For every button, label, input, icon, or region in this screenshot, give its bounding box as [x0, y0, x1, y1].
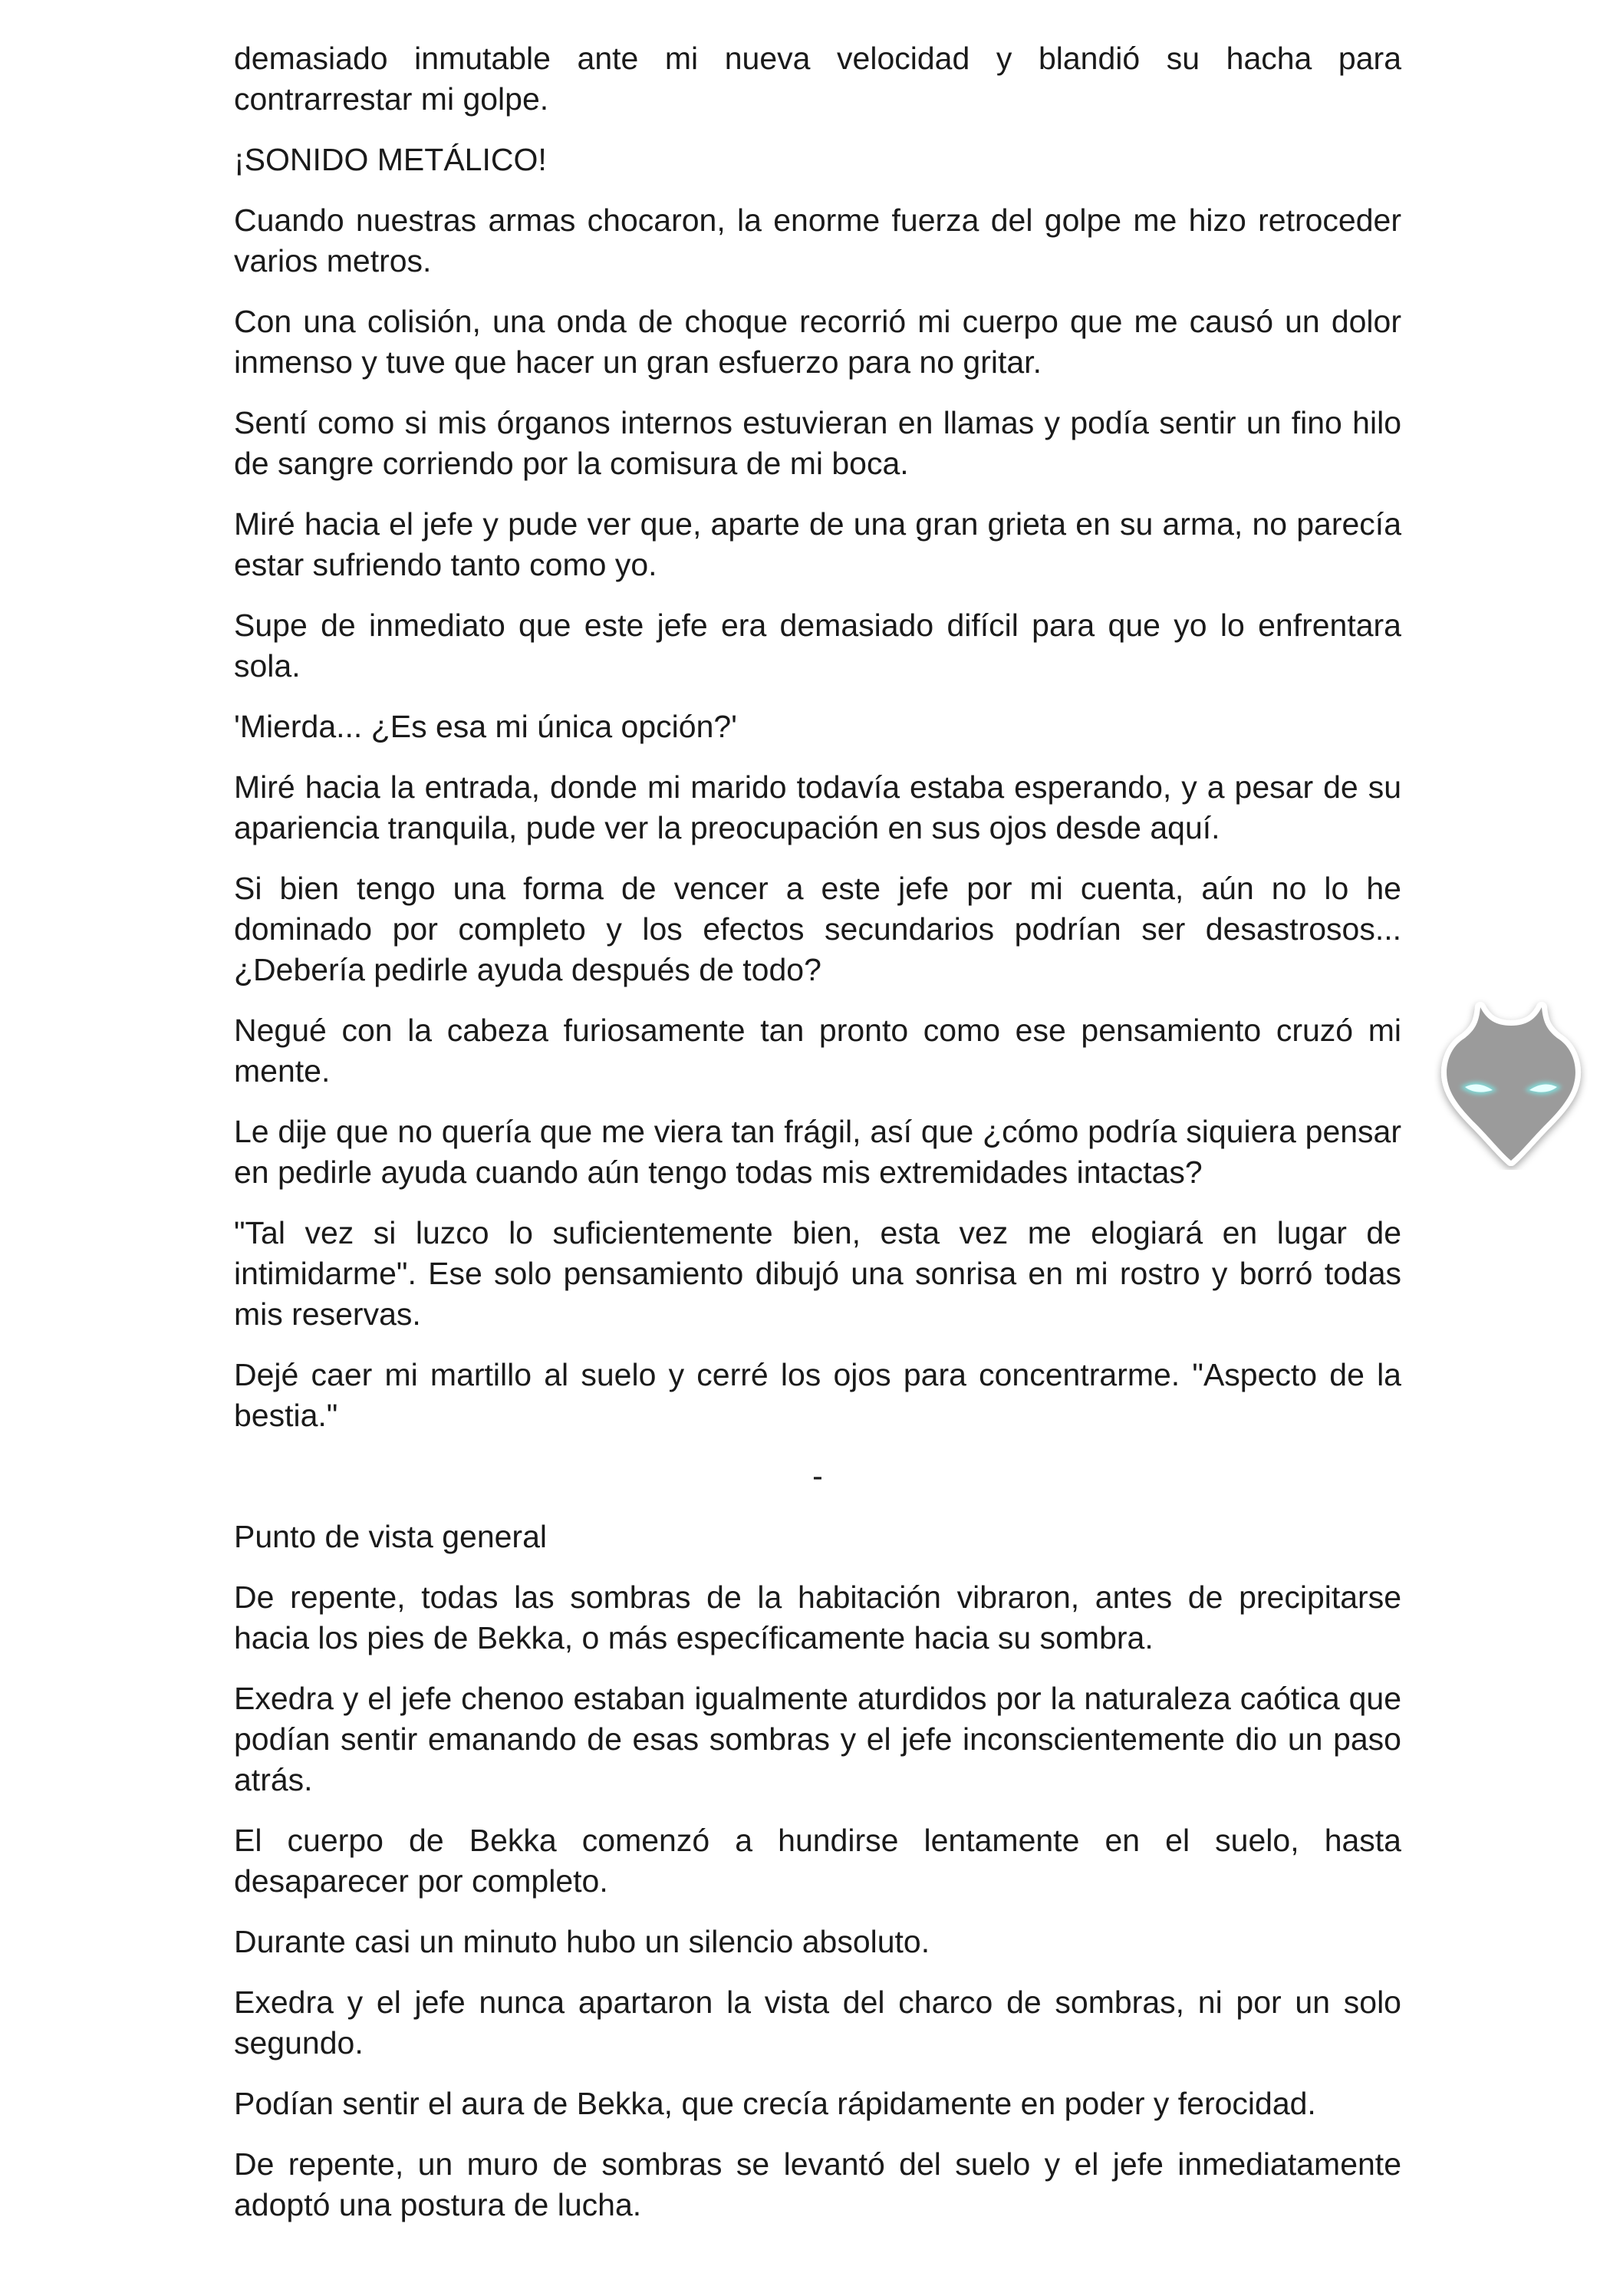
paragraph: De repente, todas las sombras de la habitación vibraron, antes de precipitarse hacia los pies de Bekka, o más específicamente hacia su sombra.: [234, 1580, 1401, 1655]
paragraph: Dejé caer mi martillo al suelo y cerré los ojos para concentrarme. "Aspecto de la bestia.": [234, 1357, 1401, 1433]
section-divider: -: [812, 1458, 823, 1494]
paragraph: Exedra y el jefe chenoo estaban igualmente aturdidos por la naturaleza caótica que podían sentir emanando de esas sombras y el jefe inconscientemente dio un paso atrás.: [234, 1681, 1401, 1797]
paragraph: Punto de vista general: [234, 1519, 547, 1554]
paragraph: 'Mierda... ¿Es esa mi única opción?': [234, 709, 737, 744]
paragraph: Le dije que no quería que me viera tan frágil, así que ¿cómo podría siquiera pensar en pedirle ayuda cuando aún tengo todas mis extremidades intactas?: [234, 1114, 1401, 1190]
paragraph: De repente, un muro de sombras se levantó del suelo y el jefe inmediatamente adoptó una postura de lucha.: [234, 2146, 1401, 2222]
paragraph: Exedra y el jefe nunca apartaron la vista del charco de sombras, ni por un solo segundo.: [234, 1985, 1401, 2060]
paragraph: demasiado inmutable ante mi nueva velocidad y blandió su hacha para contrarrestar mi golpe.: [234, 41, 1401, 117]
paragraph: Durante casi un minuto hubo un silencio absoluto.: [234, 1924, 930, 1959]
paragraph: "Tal vez si luzco lo suficientemente bien, esta vez me elogiará en lugar de intimidarme". Ese solo pensamiento dibujó una sonrisa en mi rostro y borró todas mis reservas.: [234, 1215, 1401, 1332]
paragraph: Sentí como si mis órganos internos estuvieran en llamas y podía sentir un fino hilo de sangre corriendo por la comisura de mi boca.: [234, 405, 1401, 481]
paragraph: Cuando nuestras armas chocaron, la enorme fuerza del golpe me hizo retroceder varios metros.: [234, 203, 1401, 278]
paragraphs-before-divider: [234, 38, 1401, 1436]
document-body: [234, 38, 1401, 2245]
paragraph: Si bien tengo una forma de vencer a este jefe por mi cuenta, aún no lo he dominado por completo y los efectos secundarios podrían ser desastrosos... ¿Debería pedirle ayuda después de todo?: [234, 871, 1401, 987]
paragraph: El cuerpo de Bekka comenzó a hundirse lentamente en el suelo, hasta desaparecer por completo.: [234, 1823, 1401, 1899]
paragraph: Miré hacia el jefe y pude ver que, aparte de una gran grieta en su arma, no parecía estar sufriendo tanto como yo.: [234, 506, 1401, 582]
demon-head-watermark: [1434, 993, 1588, 1170]
paragraph: Miré hacia la entrada, donde mi marido todavía estaba esperando, y a pesar de su apariencia tranquila, pude ver la preocupación en sus ojos desde aquí.: [234, 769, 1401, 845]
paragraph: Supe de inmediato que este jefe era demasiado difícil para que yo lo enfrentara sola.: [234, 608, 1401, 684]
paragraph: ¡SONIDO METÁLICO!: [234, 142, 547, 177]
paragraph: Con una colisión, una onda de choque recorrió mi cuerpo que me causó un dolor inmenso y tuve que hacer un gran esfuerzo para no gritar.: [234, 304, 1401, 380]
paragraph: Podían sentir el aura de Bekka, que crecía rápidamente en poder y ferocidad.: [234, 2086, 1316, 2121]
demon-head-icon: [1434, 993, 1588, 1170]
paragraph: Negué con la cabeza furiosamente tan pronto como ese pensamiento cruzó mi mente.: [234, 1013, 1401, 1089]
paragraphs-after-divider: [234, 1517, 1401, 2225]
